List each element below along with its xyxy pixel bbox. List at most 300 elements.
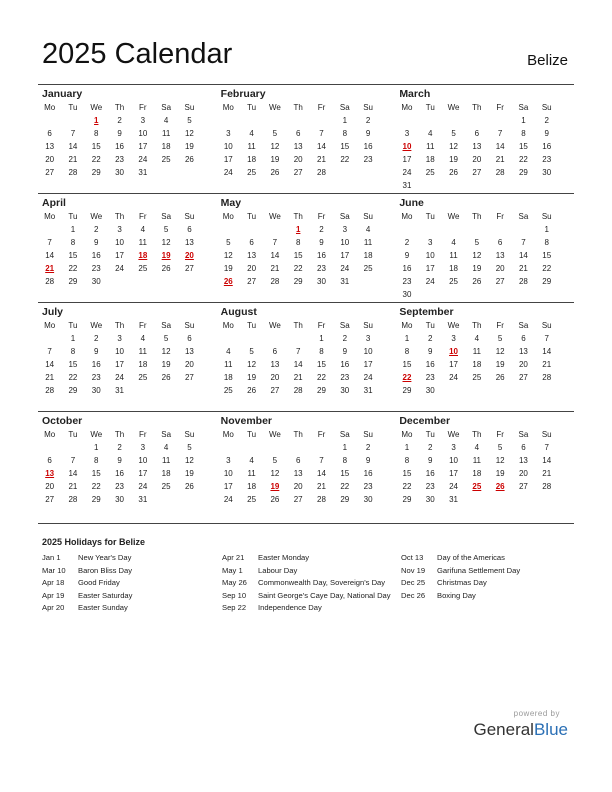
week-row	[217, 166, 396, 179]
day-cell: 3	[140, 116, 146, 125]
weekday-header	[395, 319, 574, 332]
calendar-grid	[38, 84, 574, 520]
day-cell: 8	[295, 238, 301, 247]
week-row	[395, 332, 574, 345]
holiday-item	[222, 577, 402, 590]
day-cell: 3	[365, 334, 371, 343]
day-cell: 29	[68, 277, 78, 286]
month-name: September	[399, 306, 454, 318]
day-cell	[154, 166, 177, 179]
day-cell: 13	[472, 142, 482, 151]
day-cell: 29	[91, 495, 101, 504]
week-row	[395, 166, 574, 179]
weekday-label: Fr	[139, 103, 147, 112]
day-cell: 16	[363, 469, 373, 478]
day-cell: 16	[115, 469, 124, 478]
day-cell: 12	[161, 238, 171, 247]
day-cell: 29	[340, 495, 350, 504]
weekday-label: Su	[541, 430, 552, 439]
weekday-header	[395, 210, 574, 223]
day-cell: 10	[340, 238, 350, 247]
day-cell: 27	[247, 277, 257, 286]
day-cell	[512, 288, 535, 301]
day-cell: 22	[68, 264, 78, 273]
weekday-label: Su	[541, 103, 552, 112]
month-name: November	[220, 415, 273, 427]
holiday-day-cell: 13	[45, 469, 55, 478]
week-row	[217, 371, 396, 384]
month-name: May	[220, 197, 242, 209]
month-block	[217, 85, 396, 193]
day-cell: 19	[247, 373, 257, 382]
day-cell: 24	[449, 373, 458, 382]
day-cell: 7	[295, 347, 301, 356]
day-cell	[442, 384, 465, 397]
weekday-label: We	[268, 212, 281, 221]
week-row	[38, 454, 217, 467]
day-cell: 19	[184, 142, 194, 151]
month-row	[38, 193, 574, 302]
day-cell	[38, 441, 61, 454]
week-row	[217, 140, 396, 153]
day-cell: 14	[317, 142, 326, 151]
week-row	[217, 223, 396, 236]
day-cell: 21	[518, 264, 528, 273]
day-cell: 21	[542, 469, 552, 478]
holiday-date: Apr 20	[42, 603, 65, 612]
day-cell: 24	[425, 277, 435, 286]
day-cell: 17	[449, 360, 458, 369]
holiday-date: Apr 18	[42, 578, 65, 587]
holiday-name: Saint George's Caye Day, National Day	[258, 590, 391, 600]
day-cell: 13	[184, 347, 194, 356]
weekday-label: Mo	[44, 430, 56, 439]
weekday-label: Sa	[161, 103, 172, 112]
weekday-header	[395, 428, 574, 441]
holiday-day-cell: 18	[138, 251, 148, 260]
day-cell	[154, 384, 177, 397]
day-cell: 15	[91, 469, 101, 478]
day-cell: 18	[425, 155, 435, 164]
day-cell: 25	[247, 168, 257, 177]
day-cell: 25	[449, 277, 458, 286]
day-cell: 9	[365, 456, 371, 465]
week-row	[395, 288, 574, 301]
day-cell: 7	[47, 347, 52, 356]
weekday-label: Th	[114, 212, 125, 221]
day-cell: 16	[425, 360, 435, 369]
day-cell: 8	[70, 347, 76, 356]
day-cell: 24	[449, 482, 458, 491]
weekday-label: Fr	[139, 321, 147, 330]
week-row	[395, 493, 574, 506]
month-block	[395, 85, 574, 193]
weekday-label: Tu	[247, 103, 257, 112]
day-cell: 18	[363, 251, 373, 260]
week-row	[217, 275, 396, 288]
day-cell: 3	[451, 334, 456, 343]
day-cell: 14	[45, 360, 55, 369]
day-cell: 7	[70, 129, 76, 138]
day-cell	[178, 493, 201, 506]
day-cell: 14	[68, 469, 78, 478]
week-row	[395, 236, 574, 249]
day-cell: 22	[542, 264, 552, 273]
month-name: August	[220, 306, 257, 318]
day-cell: 16	[340, 360, 350, 369]
weekday-label: Tu	[68, 430, 78, 439]
day-cell: 2	[365, 443, 371, 452]
holiday-name: New Year's Day	[78, 553, 132, 562]
weekday-label: We	[447, 103, 460, 112]
day-cell: 30	[115, 168, 124, 177]
month-block	[217, 303, 396, 411]
day-cell: 30	[115, 495, 124, 504]
day-cell: 18	[472, 360, 482, 369]
day-cell: 8	[94, 129, 99, 138]
day-cell: 10	[115, 238, 124, 247]
day-cell: 3	[226, 456, 231, 465]
weekday-header	[38, 210, 217, 223]
day-cell: 22	[518, 155, 528, 164]
day-cell: 8	[404, 347, 410, 356]
day-cell	[419, 223, 442, 236]
day-cell: 10	[425, 251, 435, 260]
weekday-label: Su	[184, 212, 195, 221]
day-cell: 1	[70, 225, 76, 234]
holiday-item	[42, 590, 222, 603]
day-cell: 11	[247, 469, 256, 478]
day-cell	[263, 441, 286, 454]
day-cell	[489, 114, 512, 127]
holiday-name: Easter Sunday	[78, 603, 128, 612]
week-row	[38, 127, 217, 140]
day-cell	[263, 114, 286, 127]
holiday-item	[222, 590, 402, 603]
day-cell: 3	[117, 225, 122, 234]
day-cell: 5	[163, 334, 169, 343]
day-cell: 14	[542, 347, 552, 356]
weekday-label: Sa	[518, 103, 529, 112]
day-cell	[217, 441, 240, 454]
weekday-label: Fr	[317, 212, 326, 221]
day-cell: 27	[495, 277, 505, 286]
weekday-label: Tu	[68, 103, 78, 112]
holiday-day-cell: 10	[449, 347, 458, 356]
day-cell: 19	[184, 469, 194, 478]
month-block	[217, 194, 396, 302]
day-cell	[465, 223, 488, 236]
holiday-date: Apr 19	[42, 590, 65, 600]
day-cell: 15	[293, 251, 303, 260]
day-cell: 3	[404, 129, 410, 138]
month-name: April	[42, 197, 66, 209]
day-cell: 5	[226, 238, 231, 247]
weekday-label: Sa	[518, 321, 529, 330]
day-cell	[178, 166, 201, 179]
day-cell	[465, 493, 488, 506]
day-cell: 3	[428, 238, 433, 247]
week-row	[395, 179, 574, 192]
day-cell: 7	[47, 238, 52, 247]
weekday-label: Th	[472, 103, 482, 112]
holiday-date: Jan 1	[42, 553, 61, 562]
day-cell	[38, 332, 61, 345]
week-row	[38, 467, 217, 480]
holiday-date: May 1	[222, 565, 243, 575]
day-cell: 16	[542, 142, 552, 151]
day-cell	[465, 114, 488, 127]
day-cell: 30	[363, 495, 373, 504]
day-cell: 29	[402, 386, 412, 395]
week-row	[217, 127, 396, 140]
day-cell: 12	[472, 251, 482, 260]
week-row	[38, 249, 217, 262]
day-cell: 28	[68, 495, 78, 504]
day-cell: 27	[518, 373, 528, 382]
day-cell: 28	[542, 482, 552, 491]
week-row	[395, 114, 574, 127]
day-cell: 20	[247, 264, 257, 273]
day-cell: 25	[138, 373, 148, 382]
day-cell: 15	[340, 469, 350, 478]
day-cell: 9	[342, 347, 348, 356]
day-cell	[356, 275, 379, 288]
holiday-name: Easter Saturday	[78, 590, 133, 600]
day-cell: 14	[495, 142, 505, 151]
day-cell: 2	[94, 334, 99, 343]
day-cell: 12	[449, 142, 458, 151]
month-name: January	[42, 88, 83, 100]
week-row	[395, 262, 574, 275]
holiday-name: Christmas Day	[437, 578, 487, 587]
weekday-label: Sa	[518, 430, 529, 439]
day-cell: 20	[293, 482, 303, 491]
day-cell	[465, 384, 488, 397]
day-cell	[465, 288, 488, 301]
month-name: December	[399, 415, 451, 427]
day-cell: 17	[449, 469, 458, 478]
day-cell: 13	[293, 469, 303, 478]
day-cell: 16	[91, 251, 101, 260]
weekday-label: Tu	[425, 212, 435, 221]
day-cell: 15	[542, 251, 552, 260]
week-row	[38, 236, 217, 249]
weekday-label: Mo	[401, 321, 413, 330]
day-cell: 11	[363, 238, 373, 247]
brand-logo[interactable]	[473, 720, 568, 740]
day-cell	[217, 332, 240, 345]
day-cell: 25	[223, 386, 233, 395]
weekday-label: Sa	[161, 212, 172, 221]
day-cell: 20	[45, 482, 55, 491]
day-cell: 13	[293, 142, 303, 151]
day-cell: 19	[495, 360, 505, 369]
weekday-label: Mo	[401, 212, 413, 221]
day-cell: 30	[542, 168, 552, 177]
weekday-label: Fr	[496, 212, 504, 221]
day-cell: 6	[295, 129, 301, 138]
day-cell: 17	[402, 155, 412, 164]
weekday-label: Th	[293, 103, 303, 112]
holiday-date: Nov 19	[401, 565, 426, 575]
day-cell: 21	[68, 155, 78, 164]
day-cell	[419, 114, 442, 127]
day-cell: 21	[293, 373, 303, 382]
holiday-name: Easter Monday	[258, 553, 310, 562]
week-row	[38, 114, 217, 127]
weekday-label: Fr	[496, 430, 504, 439]
holiday-day-cell: 1	[295, 225, 301, 234]
day-cell: 16	[91, 360, 101, 369]
weekday-label: Su	[184, 321, 195, 330]
day-cell: 6	[249, 238, 254, 247]
day-cell	[535, 179, 558, 192]
week-row	[217, 153, 396, 166]
day-cell	[489, 223, 512, 236]
day-cell: 28	[45, 277, 55, 286]
holiday-date: Apr 21	[222, 553, 245, 562]
day-cell: 15	[68, 360, 78, 369]
day-cell: 26	[270, 495, 280, 504]
day-cell: 24	[340, 264, 350, 273]
day-cell: 20	[495, 264, 505, 273]
day-cell	[154, 493, 177, 506]
day-cell: 5	[474, 238, 480, 247]
day-cell: 17	[138, 142, 148, 151]
day-cell	[263, 332, 286, 345]
holiday-item	[42, 552, 222, 565]
day-cell: 1	[319, 334, 324, 343]
day-cell: 21	[317, 482, 326, 491]
day-cell: 8	[342, 456, 348, 465]
week-row	[217, 454, 396, 467]
holiday-day-cell: 22	[402, 373, 412, 382]
day-cell: 26	[161, 264, 171, 273]
weekday-header	[217, 428, 396, 441]
weekday-header	[217, 319, 396, 332]
weekday-label: Fr	[317, 321, 326, 330]
week-row	[217, 345, 396, 358]
day-cell: 11	[426, 142, 435, 151]
day-cell: 28	[495, 168, 505, 177]
weekday-label: Mo	[44, 212, 56, 221]
weekday-label: Th	[472, 430, 482, 439]
weekday-label: Su	[363, 430, 373, 439]
month-row	[38, 84, 574, 193]
day-cell	[217, 114, 240, 127]
day-cell	[38, 114, 61, 127]
day-cell: 1	[70, 334, 76, 343]
day-cell: 10	[449, 456, 458, 465]
day-cell: 21	[495, 155, 505, 164]
day-cell: 26	[472, 277, 482, 286]
day-cell: 4	[249, 129, 254, 138]
day-cell: 25	[247, 495, 257, 504]
holiday-item	[222, 552, 402, 565]
day-cell: 12	[270, 469, 280, 478]
day-cell	[108, 275, 131, 288]
day-cell: 9	[365, 129, 371, 138]
day-cell: 23	[115, 155, 124, 164]
weekday-label: Th	[114, 430, 125, 439]
weekday-label: Mo	[44, 103, 56, 112]
day-cell: 22	[91, 155, 101, 164]
day-cell: 31	[115, 386, 124, 395]
day-cell: 3	[226, 129, 231, 138]
weekday-label: Mo	[222, 103, 234, 112]
day-cell: 17	[363, 360, 373, 369]
day-cell: 1	[342, 116, 348, 125]
weekday-label: We	[90, 321, 103, 330]
day-cell: 30	[425, 386, 435, 395]
holiday-date: Dec 25	[401, 578, 426, 587]
day-cell: 12	[495, 347, 505, 356]
day-cell: 20	[472, 155, 482, 164]
day-cell: 23	[91, 264, 101, 273]
day-cell: 23	[317, 264, 326, 273]
day-cell: 1	[94, 443, 99, 452]
day-cell	[154, 275, 177, 288]
weekday-label: Tu	[425, 103, 435, 112]
day-cell: 17	[223, 155, 233, 164]
holiday-item	[401, 565, 581, 578]
holiday-day-cell: 10	[402, 142, 412, 151]
month-row	[38, 411, 574, 520]
holiday-day-cell: 19	[270, 482, 280, 491]
day-cell: 5	[497, 443, 503, 452]
day-cell: 30	[425, 495, 435, 504]
day-cell	[287, 332, 310, 345]
day-cell: 18	[472, 469, 482, 478]
holiday-day-cell: 19	[161, 251, 171, 260]
day-cell: 15	[402, 469, 412, 478]
day-cell: 7	[319, 129, 324, 138]
weekday-label: Fr	[317, 430, 326, 439]
holiday-name: Boxing Day	[437, 590, 476, 600]
day-cell	[489, 493, 512, 506]
weekday-label: We	[268, 430, 281, 439]
day-cell: 12	[184, 456, 194, 465]
week-row	[217, 467, 396, 480]
day-cell: 6	[272, 347, 278, 356]
day-cell: 17	[223, 482, 233, 491]
day-cell: 5	[497, 334, 503, 343]
week-row	[395, 275, 574, 288]
holiday-name: Day of the Americas	[437, 553, 505, 562]
day-cell: 12	[270, 142, 280, 151]
day-cell: 15	[91, 142, 101, 151]
day-cell: 22	[68, 373, 78, 382]
day-cell: 27	[45, 168, 55, 177]
day-cell: 29	[518, 168, 528, 177]
month-name: February	[220, 88, 266, 100]
week-row	[217, 358, 396, 371]
day-cell: 1	[404, 334, 410, 343]
holiday-name: Garifuna Settlement Day	[437, 565, 521, 575]
day-cell: 13	[270, 360, 280, 369]
day-cell: 11	[138, 347, 147, 356]
day-cell: 1	[404, 443, 410, 452]
day-cell: 2	[319, 225, 324, 234]
day-cell: 8	[319, 347, 324, 356]
day-cell: 19	[223, 264, 233, 273]
day-cell: 15	[68, 251, 78, 260]
holiday-date: Sep 22	[222, 603, 247, 612]
holiday-date: Oct 13	[401, 553, 424, 562]
weekday-label: We	[90, 430, 103, 439]
day-cell: 22	[340, 482, 350, 491]
